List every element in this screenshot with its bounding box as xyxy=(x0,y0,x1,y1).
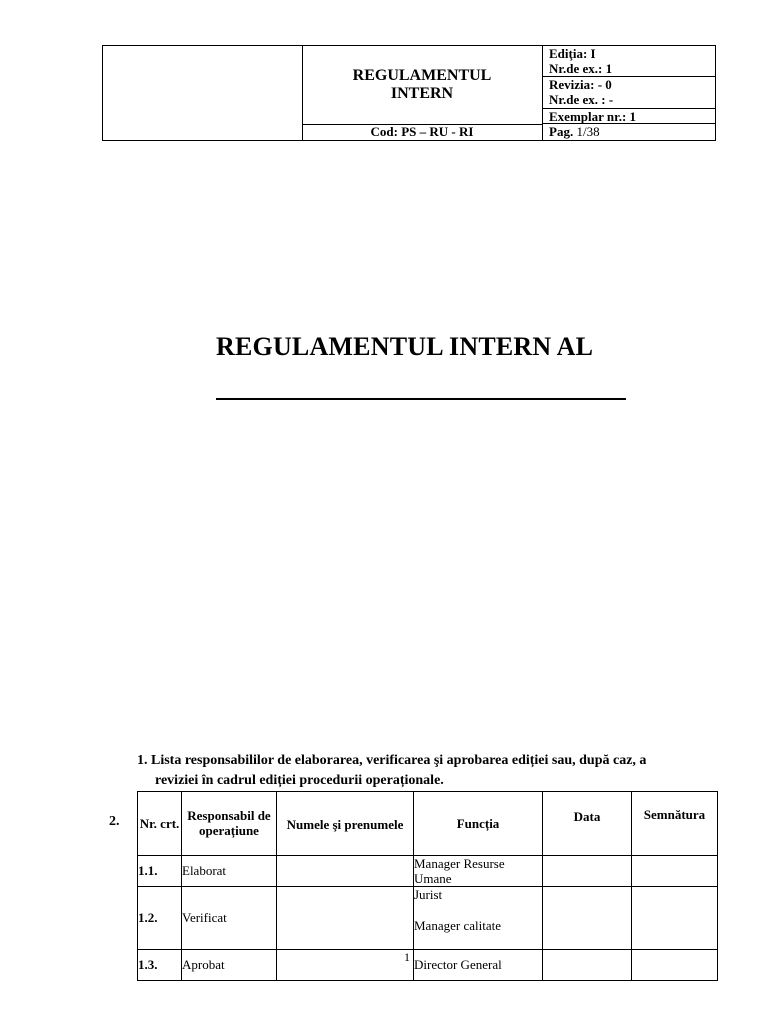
row-nr: 1.2. xyxy=(138,887,182,950)
col-header-nr: Nr. crt. xyxy=(138,792,182,856)
meta-editia: Ediţia: I xyxy=(549,46,596,61)
title-underline-blank xyxy=(216,398,626,400)
col-header-nume: Numele şi prenumele xyxy=(277,792,414,856)
row-responsabil: Aprobat xyxy=(182,950,277,981)
row-responsabil: Elaborat xyxy=(182,856,277,887)
header-title-line1: REGULAMENTUL xyxy=(352,67,492,84)
meta-page xyxy=(549,124,715,139)
main-title: REGULAMENTUL INTERN AL xyxy=(216,332,594,361)
table-row xyxy=(138,856,718,887)
row-data xyxy=(543,856,632,887)
header-meta xyxy=(543,46,715,140)
col-header-functia: Funcția xyxy=(414,792,543,856)
header-title xyxy=(302,46,543,124)
header-title-line2: INTERN xyxy=(390,85,454,102)
col-header-semnatura: Semnătura xyxy=(632,792,718,856)
row-nume xyxy=(277,950,414,981)
meta-revizia-block xyxy=(543,77,715,109)
meta-page-block xyxy=(543,124,715,140)
row-semnatura xyxy=(632,887,718,950)
table-row xyxy=(138,887,718,950)
row-nr: 1.3. xyxy=(138,950,182,981)
table-header-row xyxy=(138,792,718,856)
meta-editia-block xyxy=(543,46,715,77)
row-functia-line2: Manager calitate xyxy=(414,918,501,933)
meta-nr-ex-2: Nr.de ex. : - xyxy=(549,92,614,107)
col-header-responsabil: Responsabil de operațiune xyxy=(182,792,277,856)
row-semnatura xyxy=(632,950,718,981)
header-cod: Cod: PS – RU - RI xyxy=(302,124,543,140)
row-responsabil: Verificat xyxy=(182,887,277,950)
row-nume xyxy=(277,856,414,887)
list-heading-line1: 1. Lista responsabililor de elaborarea, verificarea şi aprobarea ediției sau, după caz, a xyxy=(137,753,647,768)
row-functia xyxy=(414,887,543,950)
row-semnatura xyxy=(632,856,718,887)
meta-page-label: Pag. xyxy=(549,124,574,139)
responsibles-table xyxy=(137,791,718,981)
row-functia: Director General xyxy=(414,950,543,981)
row-functia: Manager Resurse Umane xyxy=(414,856,543,887)
meta-exemplar-block xyxy=(543,109,715,124)
section-number: 2. xyxy=(109,814,120,829)
col-header-data: Data xyxy=(543,792,632,856)
row-data xyxy=(543,950,632,981)
document-header xyxy=(102,45,716,141)
meta-page-value: 1/38 xyxy=(576,124,600,139)
meta-revizia: Revizia: - 0 xyxy=(549,77,612,92)
list-heading-line2: reviziei în cadrul ediției procedurii operaționale. xyxy=(155,773,444,788)
table-row xyxy=(138,950,718,981)
page-number: 1 xyxy=(404,950,410,964)
row-nr: 1.1. xyxy=(138,856,182,887)
meta-exemplar: Exemplar nr.: 1 xyxy=(549,109,637,124)
row-nume xyxy=(277,887,414,950)
logo-cell xyxy=(103,46,303,140)
row-functia-line1: Jurist xyxy=(414,887,443,902)
meta-nr-ex-1: Nr.de ex.: 1 xyxy=(549,61,613,76)
row-data xyxy=(543,887,632,950)
list-heading xyxy=(137,751,717,791)
